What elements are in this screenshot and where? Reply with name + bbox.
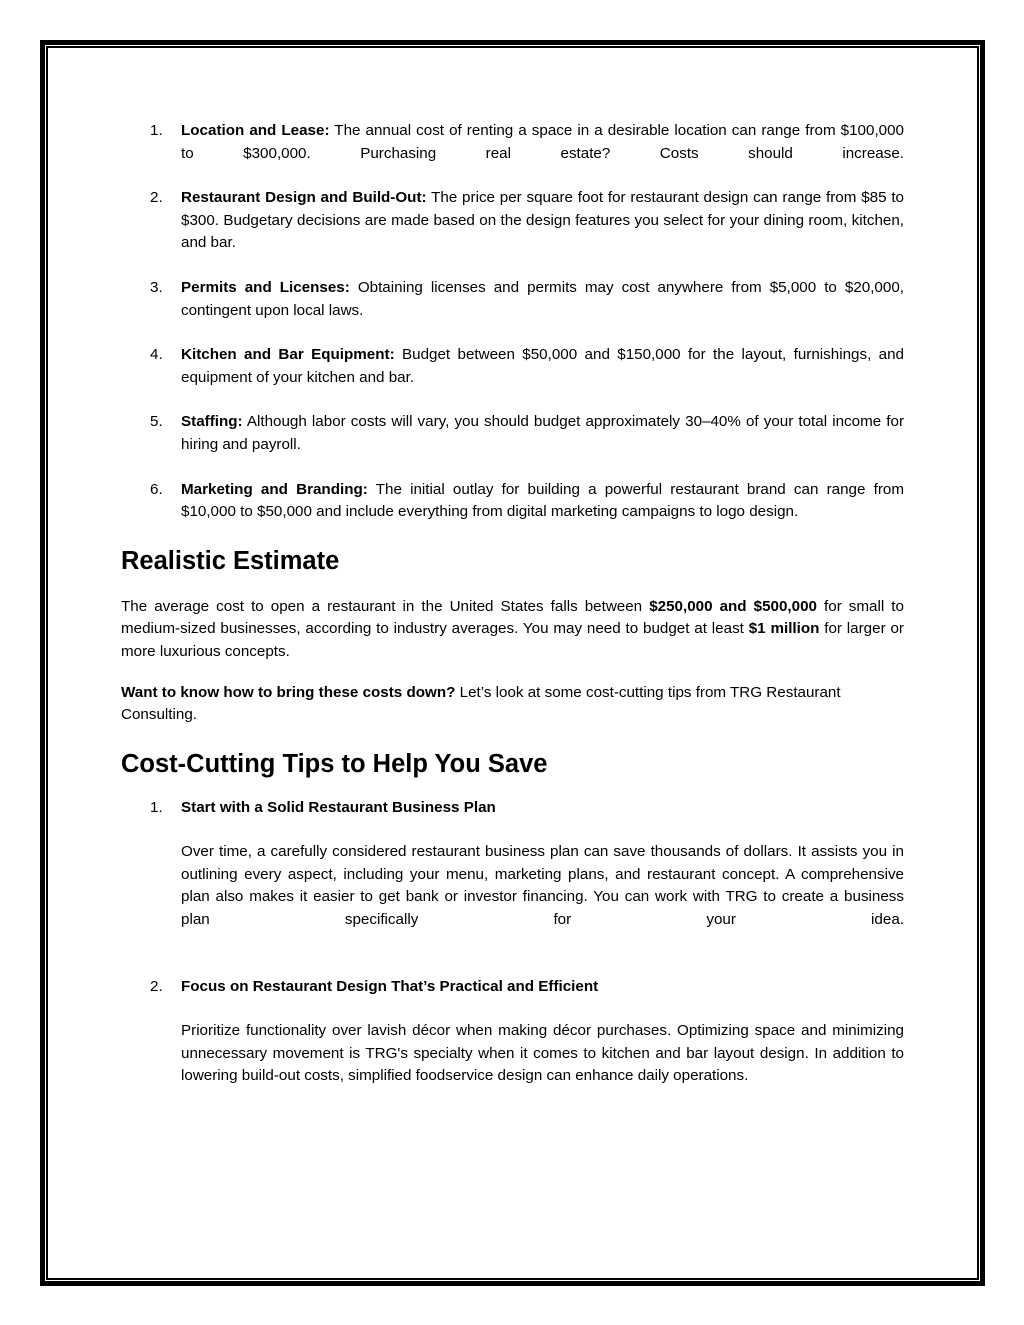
- list-number: 1.: [150, 122, 163, 139]
- list-number: 2.: [150, 977, 163, 995]
- list-number: 5.: [150, 413, 163, 431]
- text-run: The average cost to open a restaurant in the United States falls between: [121, 597, 650, 615]
- list-item-text: [181, 479, 904, 524]
- list-item-text: [181, 411, 904, 456]
- cost-item-equipment: [121, 344, 904, 389]
- list-number: 4.: [150, 346, 163, 364]
- tips-list: [121, 797, 904, 1088]
- item-title: Permits and Licenses:: [181, 278, 350, 296]
- tip-title: Focus on Restaurant Design That’s Practical and Efficient: [181, 977, 599, 995]
- item-text: The annual cost of renting a space in a desirable location can range from $100,000 to $300,000. Purchasing real estate? Costs should increase.: [181, 122, 905, 162]
- section-heading-tips: Cost-Cutting Tips to Help You Save: [121, 749, 548, 778]
- tip-item-business-plan: [121, 797, 904, 932]
- cost-down-paragraph: [121, 682, 904, 727]
- cost-item-staffing: [121, 411, 904, 456]
- item-title: Staffing:: [181, 413, 243, 431]
- cost-item-location: [121, 120, 904, 165]
- section-heading-realistic: Realistic Estimate: [121, 546, 340, 575]
- tip-body: Prioritize functionality over lavish décor when making décor purchases. Optimizing space and minimizing unnecessary movement is TRG's specialty when it comes to kitchen and bar layout design. In addition to lowering build-out costs, simplified foodservice design can enhance daily operations.: [181, 1022, 904, 1085]
- cost-item-permits: [121, 277, 904, 322]
- list-item-text: [181, 120, 904, 165]
- realistic-paragraph: [121, 596, 904, 664]
- tip-body: Over time, a carefully considered restaurant business plan can save thousands of dollars. It assists you in outlining every aspect, including your menu, marketing plans, and restaurant concept. A comprehensive plan also makes it easier to get bank or investor financing. You can work with TRG to create a business plan specifically for your idea.: [181, 843, 904, 929]
- list-item-text: [181, 277, 904, 322]
- tip-title: Start with a Solid Restaurant Business Plan: [181, 798, 496, 816]
- item-text: Budget between $50,000 and $150,000 for the layout, furnishings, and equipment of your kitchen and bar.: [181, 346, 904, 386]
- list-number: 1.: [150, 798, 163, 816]
- list-number: 6.: [150, 480, 163, 498]
- item-text: Although labor costs will vary, you should budget approximately 30–40% of your total income for hiring and payroll.: [181, 413, 904, 453]
- item-text: The initial outlay for building a powerful restaurant brand can range from $10,000 to $50,000 and include everything from digital marketing campaigns to logo design.: [181, 480, 904, 521]
- bold-text: Want to know how to bring these costs down?: [121, 683, 456, 701]
- item-title: Marketing and Branding:: [181, 480, 368, 498]
- list-number: 3.: [150, 278, 163, 296]
- text-run: Let’s look at some cost-cutting tips from TRG Restaurant Consulting.: [121, 683, 841, 724]
- item-title: Location and Lease:: [181, 122, 330, 139]
- text-run: for small to medium-sized businesses, according to industry averages. You may need to budget at least: [121, 597, 904, 638]
- document-body: [121, 120, 904, 1088]
- list-item-text: [181, 187, 904, 255]
- bold-text: $1 million: [748, 620, 820, 638]
- tip-item-design: [121, 976, 904, 1088]
- cost-item-marketing: [121, 479, 904, 524]
- item-title: Kitchen and Bar Equipment:: [181, 346, 395, 364]
- text-run: for larger or more luxurious concepts.: [121, 620, 904, 660]
- cost-list: [121, 120, 904, 524]
- item-title: Restaurant Design and Build-Out:: [181, 189, 427, 207]
- cost-item-design: [121, 187, 904, 255]
- list-number: 2.: [150, 189, 163, 207]
- list-item-text: [181, 344, 904, 389]
- item-text: Obtaining licenses and permits may cost anywhere from $5,000 to $20,000, contingent upon local laws.: [181, 278, 904, 319]
- item-text: The price per square foot for restaurant design can range from $85 to $300. Budgetary decisions are made based on the design features you select for your dining room, kitchen, and bar.: [181, 189, 904, 252]
- bold-text: $250,000 and $500,000: [649, 597, 817, 615]
